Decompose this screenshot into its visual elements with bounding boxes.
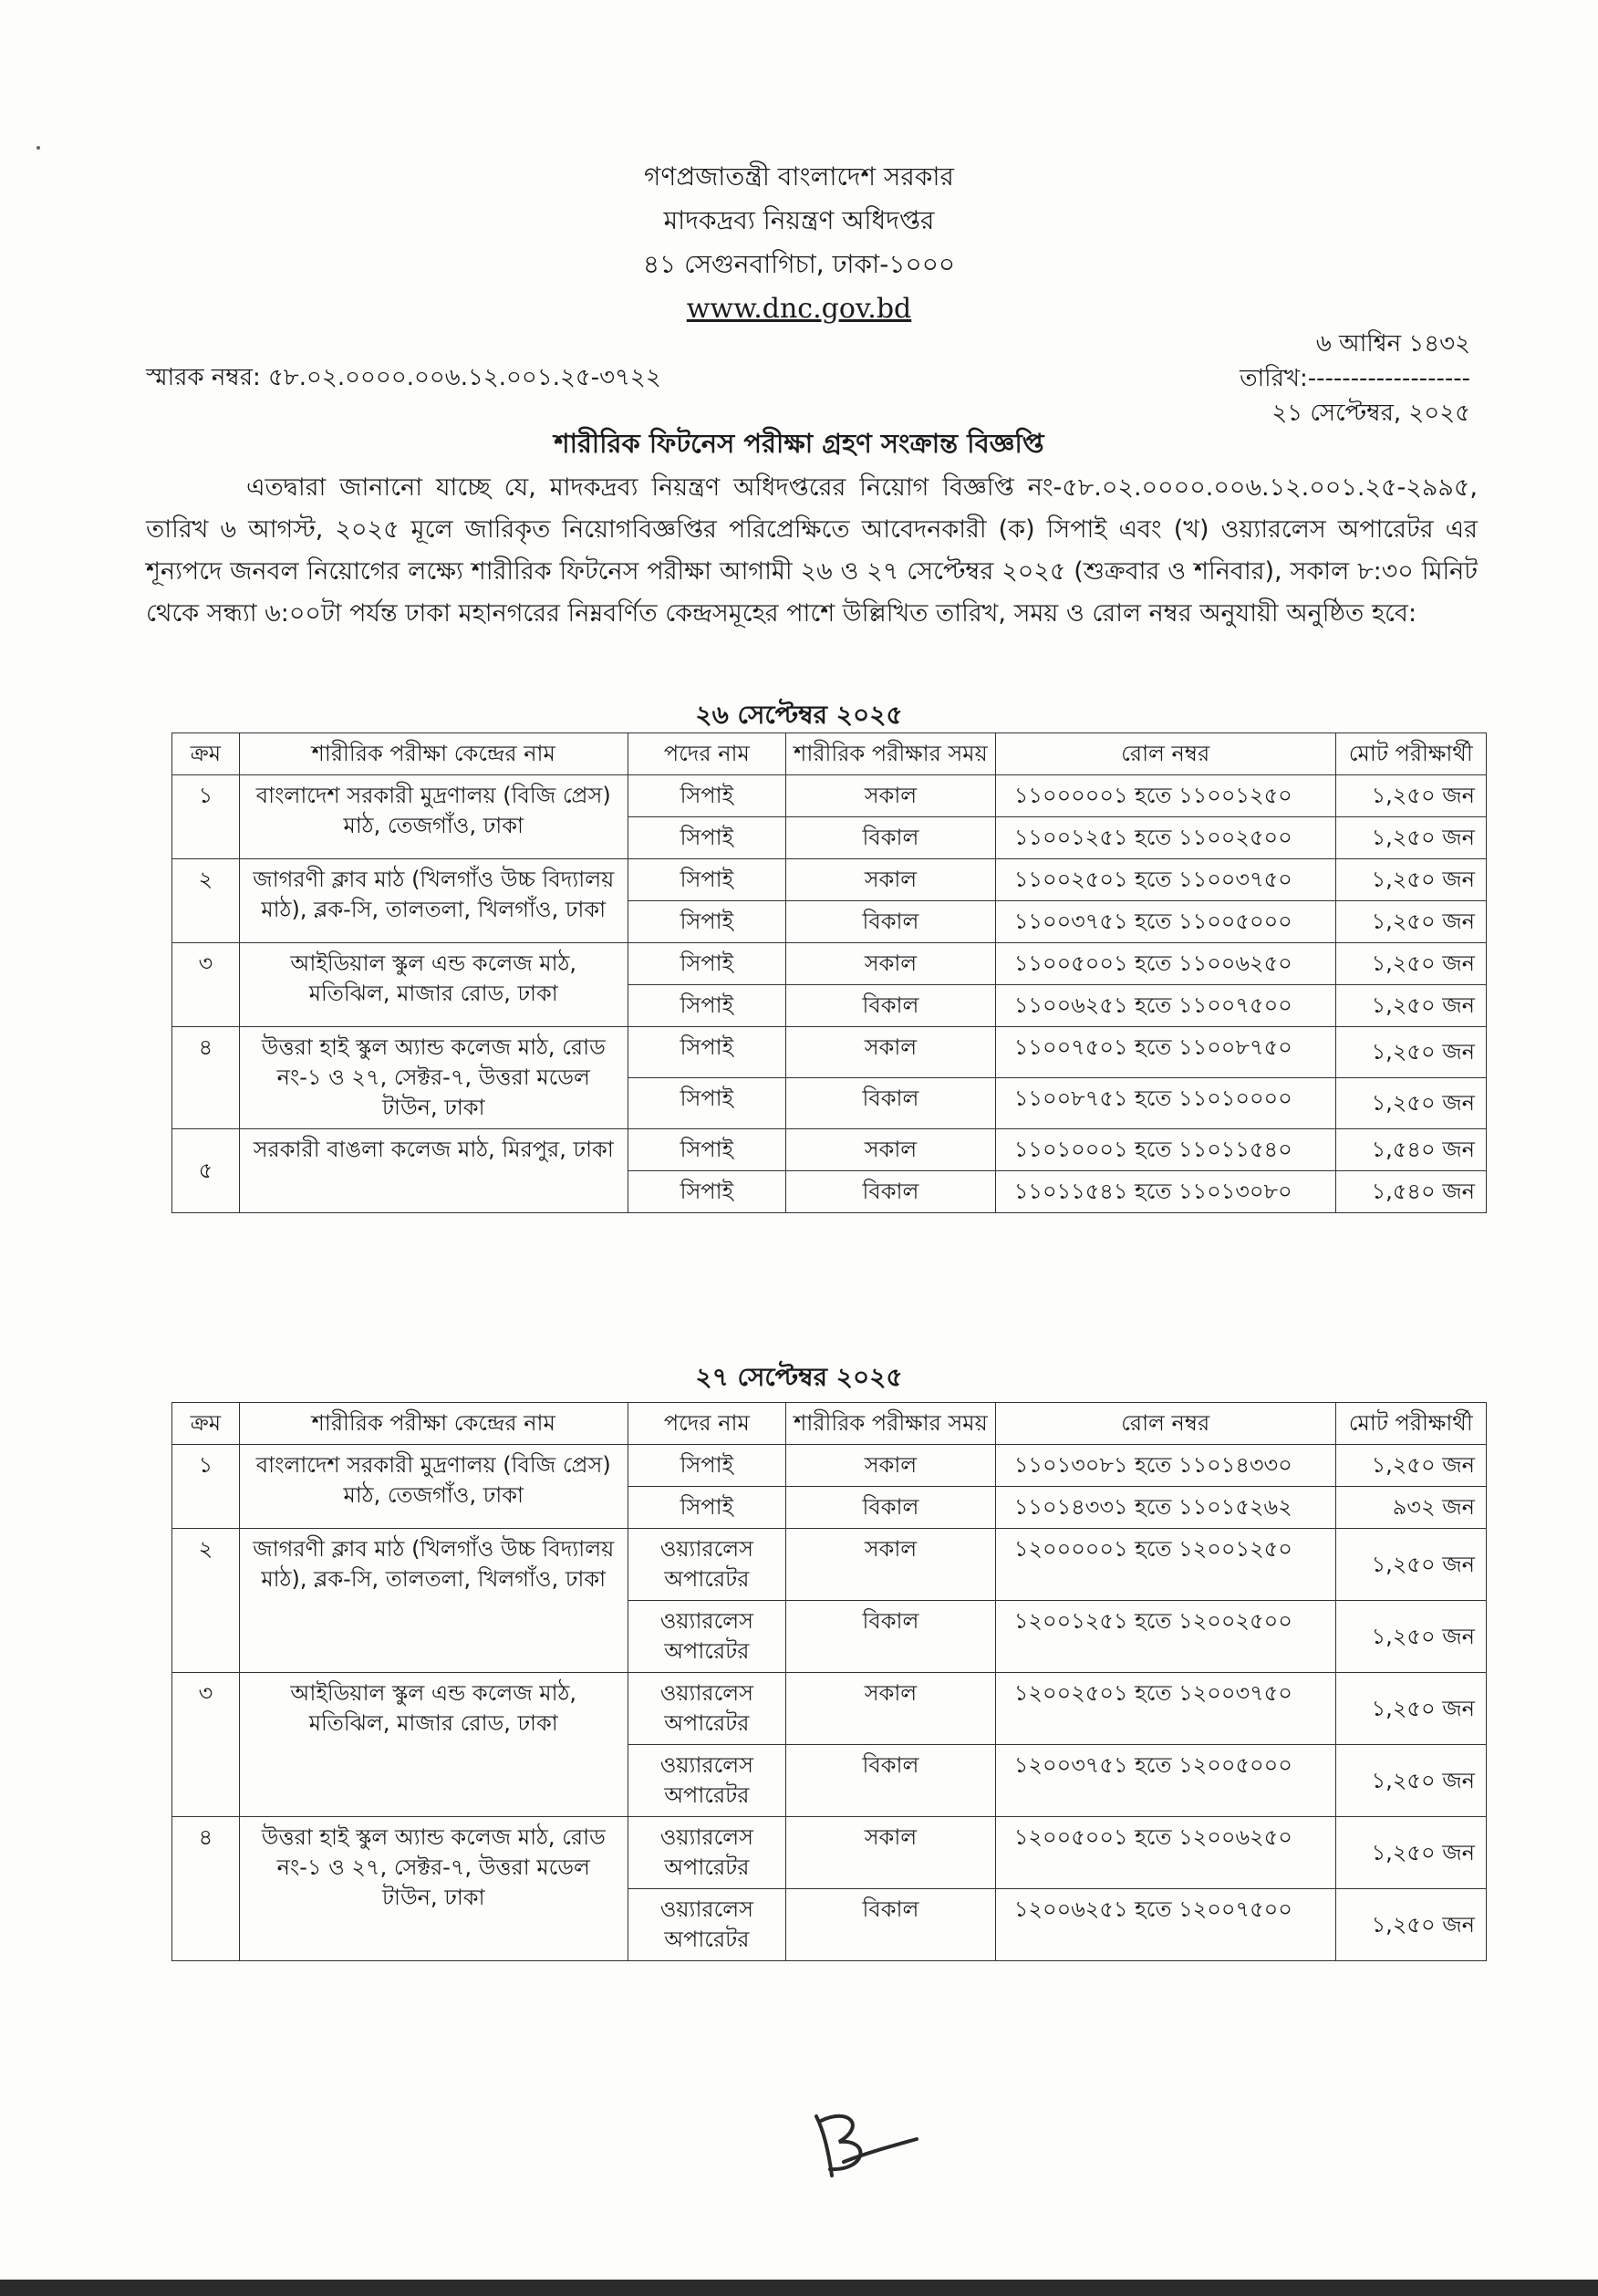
post-cell: সিপাই [628, 1171, 785, 1213]
roll-range-cell: ১১০০১২৫১ হতে ১১০০২৫০০ [995, 817, 1335, 859]
roll-range-cell: ১২০০২৫০১ হতে ১২০০৩৭৫০ [995, 1673, 1335, 1745]
serial-cell: ৪ [172, 1027, 240, 1129]
govt-name: গণপ্রজাতন্ত্রী বাংলাদেশ সরকার [644, 161, 954, 192]
signature [803, 2098, 930, 2189]
table-row [172, 775, 1487, 817]
table-row [172, 859, 1487, 901]
time-cell: বিকাল [786, 1745, 996, 1817]
roll-range-cell: ১১০০৬২৫১ হতে ১১০০৭৫০০ [995, 985, 1335, 1027]
post-cell: সিপাই [628, 1027, 785, 1078]
table-row [172, 1529, 1487, 1601]
website-link[interactable]: www.dnc.gov.bd [686, 293, 912, 325]
total-candidates-cell: ১,২৫০ জন [1335, 1078, 1486, 1129]
post-cell: ওয়্যারলেস অপারেটর [628, 1529, 785, 1601]
time-cell: বিকাল [786, 985, 996, 1027]
time-cell: বিকাল [786, 1601, 996, 1673]
col-roll-header: রোল নম্বর [995, 733, 1335, 775]
total-candidates-cell: ১,২৫০ জন [1335, 1027, 1486, 1078]
time-cell: বিকাল [786, 817, 996, 859]
total-candidates-cell: ১,২৫০ জন [1335, 1745, 1486, 1817]
center-name-cell: জাগরণী ক্লাব মাঠ (খিলগাঁও উচ্চ বিদ্যালয় মাঠ), ব্লক-সি, তালতলা, খিলগাঁও, ঢাকা [239, 859, 628, 943]
english-date: ২১ সেপ্টেম্বর, ২০২৫ [1271, 400, 1470, 427]
roll-range-cell: ১১০০৭৫০১ হতে ১১০০৮৭৫০ [995, 1027, 1335, 1078]
total-candidates-cell: ১,২৫০ জন [1335, 985, 1486, 1027]
post-cell: সিপাই [628, 1078, 785, 1129]
roll-range-cell: ১১০০৮৭৫১ হতে ১১০১০০০০ [995, 1078, 1335, 1129]
notice-body: এতদ্বারা জানানো যাচ্ছে যে, মাদকদ্রব্য নিয়ন্ত্রণ অধিদপ্তরের নিয়োগ বিজ্ঞপ্তি নং-৫৮.০২.০০০০.০০৬.১২.০০১.২৫-২৯৯৫, তারিখ ৬ আগস্ট, ২০২৫ মূলে জারিকৃত নিয়োগবিজ্ঞপ্তির পরিপ্রেক্ষিতে আবেদনকারী (ক) সিপাই এবং (খ) ওয়্যারলেস অপারেটর এর শূন্যপদে জনবল নিয়োগের লক্ষ্যে শারীরিক ফিটনেস পরীক্ষা আগামী ২৬ ও ২৭ সেপ্টেম্বর ২০২৫ (শুক্রবার ও শনিবার), সকাল ৮:৩০ মিনিট থেকে সন্ধ্যা ৬:০০টা পর্যন্ত ঢাকা মহানগরের নিম্নবর্ণিত কেন্দ্রসমূহের পাশে উল্লিখিত তারিখ, সময় ও রোল নম্বর অনুযায়ী অনুষ্ঠিত হবে: [146, 473, 1478, 628]
roll-range-cell: ১১০০৩৭৫১ হতে ১১০০৫০০০ [995, 901, 1335, 943]
header-row [172, 1403, 1487, 1445]
col-roll-header: রোল নম্বর [995, 1403, 1335, 1445]
serial-cell: ১ [172, 775, 240, 859]
time-cell: বিকাল [786, 1487, 996, 1529]
date-block [1240, 327, 1470, 431]
total-candidates-cell: ১,২৫০ জন [1335, 1889, 1486, 1961]
time-cell: সকাল [786, 859, 996, 901]
post-cell: ওয়্যারলেস অপারেটর [628, 1889, 785, 1961]
post-cell: ওয়্যারলেস অপারেটর [628, 1673, 785, 1745]
total-candidates-cell: ১,২৫০ জন [1335, 775, 1486, 817]
post-cell: সিপাই [628, 1445, 785, 1487]
post-cell: সিপাই [628, 1487, 785, 1529]
serial-cell: ৩ [172, 1673, 240, 1817]
day2-schedule-table [171, 1402, 1487, 1961]
total-candidates-cell: ১,৫৪০ জন [1335, 1171, 1486, 1213]
col-post-header: পদের নাম [628, 1403, 785, 1445]
roll-range-cell: ১১০১৪৩৩১ হতে ১১০১৫২৬২ [995, 1487, 1335, 1529]
roll-range-cell: ১২০০০০০১ হতে ১২০০১২৫০ [995, 1529, 1335, 1601]
post-cell: সিপাই [628, 901, 785, 943]
roll-range-cell: ১১০১০০০১ হতে ১১০১১৫৪০ [995, 1129, 1335, 1171]
serial-cell: ২ [172, 1529, 240, 1673]
post-cell: সিপাই [628, 859, 785, 901]
post-cell: সিপাই [628, 985, 785, 1027]
col-post-header: পদের নাম [628, 733, 785, 775]
col-time-header: শারীরিক পরীক্ষার সময় [786, 733, 996, 775]
post-cell: সিপাই [628, 817, 785, 859]
col-time-header: শারীরিক পরীক্ষার সময় [786, 1403, 996, 1445]
roll-range-cell: ১১০০৫০০১ হতে ১১০০৬২৫০ [995, 943, 1335, 985]
day1-heading: ২৬ সেপ্টেম্বর ২০২৫ [695, 700, 903, 730]
roll-range-cell: ১১০১১৫৪১ হতে ১১০১৩০৮০ [995, 1171, 1335, 1213]
time-cell: বিকাল [786, 1078, 996, 1129]
time-cell: সকাল [786, 1529, 996, 1601]
roll-range-cell: ১২০০৫০০১ হতে ১২০০৬২৫০ [995, 1817, 1335, 1889]
center-name-cell: আইডিয়াল স্কুল এন্ড কলেজ মাঠ, মতিঝিল, মাজার রোড, ঢাকা [239, 1673, 628, 1817]
center-name-cell: উত্তরা হাই স্কুল অ্যান্ড কলেজ মাঠ, রোড নং-১ ও ২৭, সেক্টর-৭, উত্তরা মডেল টাউন, ঢাকা [239, 1027, 628, 1129]
roll-range-cell: ১২০০৩৭৫১ হতে ১২০০৫০০০ [995, 1745, 1335, 1817]
total-candidates-cell: ১,২৫০ জন [1335, 1601, 1486, 1673]
center-name-cell: উত্তরা হাই স্কুল অ্যান্ড কলেজ মাঠ, রোড নং-১ ও ২৭, সেক্টর-৭, উত্তরা মডেল টাউন, ঢাকা [239, 1817, 628, 1961]
time-cell: বিকাল [786, 1171, 996, 1213]
table-row [172, 943, 1487, 985]
post-cell: সিপাই [628, 775, 785, 817]
roll-range-cell: ১১০০০০০১ হতে ১১০০১২৫০ [995, 775, 1335, 817]
center-name-cell: বাংলাদেশ সরকারী মুদ্রণালয় (বিজি প্রেস) মাঠ, তেজগাঁও, ঢাকা [239, 775, 628, 859]
post-cell: ওয়্যারলেস অপারেটর [628, 1817, 785, 1889]
date-label: তারিখ:------------------- [1240, 365, 1470, 392]
day2-heading: ২৭ সেপ্টেম্বর ২০২৫ [695, 1362, 903, 1392]
serial-cell: ৪ [172, 1817, 240, 1961]
time-cell: সকাল [786, 775, 996, 817]
post-cell: সিপাই [628, 1129, 785, 1171]
scan-edge [0, 2280, 1598, 2296]
center-name-cell: সরকারী বাঙলা কলেজ মাঠ, মিরপুর, ঢাকা [239, 1129, 628, 1213]
department-address: ৪১ সেগুনবাগিচা, ঢাকা-১০০০ [642, 249, 956, 279]
serial-cell: ৫ [172, 1129, 240, 1213]
time-cell: সকাল [786, 1027, 996, 1078]
time-cell: বিকাল [786, 901, 996, 943]
total-candidates-cell: ১,২৫০ জন [1335, 1445, 1486, 1487]
notice-title: শারীরিক ফিটনেস পরীক্ষা গ্রহণ সংক্রান্ত বিজ্ঞপ্তি [554, 428, 1044, 459]
time-cell: সকাল [786, 1129, 996, 1171]
total-candidates-cell: ১,২৫০ জন [1335, 1817, 1486, 1889]
day1-schedule-table [171, 732, 1487, 1213]
letterhead [0, 155, 1598, 332]
total-candidates-cell: ১,২৫০ জন [1335, 1529, 1486, 1601]
col-serial-header: ক্রম [172, 1403, 240, 1445]
col-total-header: মোট পরীক্ষার্থী [1335, 1403, 1486, 1445]
table-row [172, 1673, 1487, 1745]
table-row [172, 1027, 1487, 1078]
department-name: মাদকদ্রব্য নিয়ন্ত্রণ অধিদপ্তর [663, 205, 935, 235]
time-cell: সকাল [786, 943, 996, 985]
bangla-date: ৬ আশ্বিন ১৪৩২ [1315, 330, 1470, 358]
post-cell: ওয়্যারলেস অপারেটর [628, 1601, 785, 1673]
roll-range-cell: ১১০০২৫০১ হতে ১১০০৩৭৫০ [995, 859, 1335, 901]
time-cell: সকাল [786, 1445, 996, 1487]
post-cell: ওয়্যারলেস অপারেটর [628, 1745, 785, 1817]
col-serial-header: ক্রম [172, 733, 240, 775]
table-row [172, 1817, 1487, 1889]
table-row [172, 1445, 1487, 1487]
total-candidates-cell: ১,২৫০ জন [1335, 943, 1486, 985]
center-name-cell: বাংলাদেশ সরকারী মুদ্রণালয় (বিজি প্রেস) মাঠ, তেজগাঁও, ঢাকা [239, 1445, 628, 1529]
center-name-cell: জাগরণী ক্লাব মাঠ (খিলগাঁও উচ্চ বিদ্যালয় মাঠ), ব্লক-সি, তালতলা, খিলগাঁও, ঢাকা [239, 1529, 628, 1673]
total-candidates-cell: ১,২৫০ জন [1335, 817, 1486, 859]
center-name-cell: আইডিয়াল স্কুল এন্ড কলেজ মাঠ, মতিঝিল, মাজার রোড, ঢাকা [239, 943, 628, 1027]
memo-number: স্মারক নম্বর: ৫৮.০২.০০০০.০০৬.১২.০০১.২৫-৩৭২২ [146, 364, 661, 391]
total-candidates-cell: ৯৩২ জন [1335, 1487, 1486, 1529]
time-cell: সকাল [786, 1817, 996, 1889]
time-cell: বিকাল [786, 1889, 996, 1961]
table-row [172, 1129, 1487, 1171]
time-cell: সকাল [786, 1673, 996, 1745]
total-candidates-cell: ১,২৫০ জন [1335, 859, 1486, 901]
total-candidates-cell: ১,২৫০ জন [1335, 901, 1486, 943]
serial-cell: ৩ [172, 943, 240, 1027]
roll-range-cell: ১১০১৩০৮১ হতে ১১০১৪৩৩০ [995, 1445, 1335, 1487]
total-candidates-cell: ১,৫৪০ জন [1335, 1129, 1486, 1171]
total-candidates-cell: ১,২৫০ জন [1335, 1673, 1486, 1745]
scan-speck [36, 146, 40, 150]
serial-cell: ১ [172, 1445, 240, 1529]
col-total-header: মোট পরীক্ষার্থী [1335, 733, 1486, 775]
roll-range-cell: ১২০০১২৫১ হতে ১২০০২৫০০ [995, 1601, 1335, 1673]
roll-range-cell: ১২০০৬২৫১ হতে ১২০০৭৫০০ [995, 1889, 1335, 1961]
post-cell: সিপাই [628, 943, 785, 985]
col-center-header: শারীরিক পরীক্ষা কেন্দ্রের নাম [239, 733, 628, 775]
serial-cell: ২ [172, 859, 240, 943]
col-center-header: শারীরিক পরীক্ষা কেন্দ্রের নাম [239, 1403, 628, 1445]
header-row [172, 733, 1487, 775]
